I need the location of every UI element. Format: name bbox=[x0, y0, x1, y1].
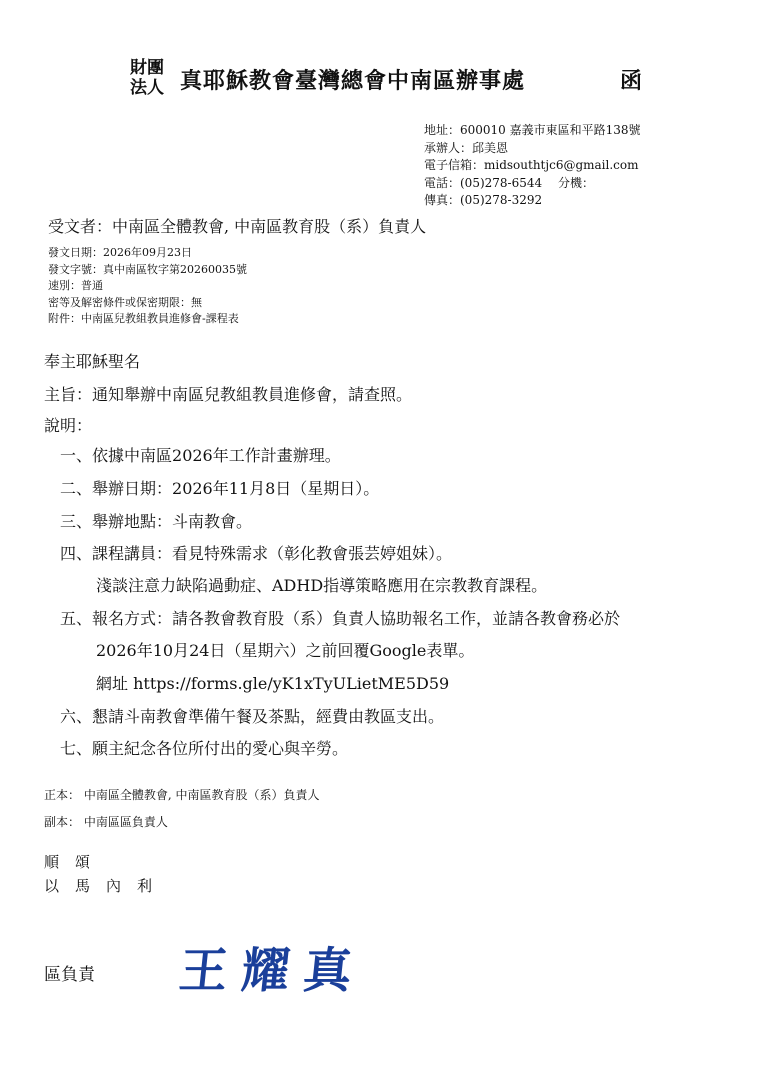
meta-secrecy: 密等及解密條件或保密期限：無 bbox=[48, 295, 202, 309]
item-number: 五、 bbox=[60, 609, 93, 628]
greeting: 奉主耶穌聖名 bbox=[44, 352, 141, 371]
item-text: 課程講員：看見特殊需求（彰化教會張芸婷姐妹）。 bbox=[92, 544, 453, 563]
meta-block bbox=[48, 245, 247, 328]
meta-date: 發文日期：2026年09月23日 bbox=[48, 246, 192, 259]
list-item bbox=[60, 736, 348, 759]
list-item bbox=[60, 606, 620, 629]
list-item bbox=[60, 476, 379, 499]
meta-speed: 速別：普通 bbox=[48, 279, 103, 292]
item-text: 報名方式：請各教會教育股（系）負責人協助報名工作，並請各教會務必於 bbox=[92, 609, 621, 628]
contact-fax: 傳真：(05)278-3292 bbox=[424, 193, 543, 207]
list-item-continuation bbox=[96, 638, 474, 661]
meta-ref-no: 發文字號：真中南區牧字第20260035號 bbox=[48, 262, 247, 276]
subject: 主旨：通知舉辦中南區兒教組教員進修會，請查照。 bbox=[44, 385, 413, 404]
item-number: 七、 bbox=[60, 739, 93, 758]
list-item-continuation bbox=[96, 671, 449, 694]
contact-phone: 電話：(05)278-6544 分機： bbox=[424, 175, 594, 190]
org-name: 真耶穌教會臺灣總會中南區辦事處 bbox=[180, 68, 526, 94]
closing-line2: 以馬內利 bbox=[44, 877, 169, 895]
list-item bbox=[60, 704, 444, 727]
closing-line1: 順頌 bbox=[44, 853, 107, 871]
list-item bbox=[60, 541, 452, 564]
item-text: 淺談注意力缺陷過動症、ADHD指導策略應用在宗教教育課程。 bbox=[96, 576, 548, 595]
contact-email: 電子信箱：midsouthtjc6@gmail.com bbox=[424, 158, 639, 172]
doc-type: 函 bbox=[620, 68, 644, 94]
item-text: 依據中南區2026年工作計畫辦理。 bbox=[92, 446, 341, 465]
org-prefix-line1: 財團 bbox=[130, 58, 164, 78]
item-text: 舉辦日期：2026年11月8日（星期日）。 bbox=[92, 479, 380, 498]
org-prefix-line2: 法人 bbox=[130, 78, 164, 98]
list-item bbox=[60, 509, 252, 532]
item-number: 三、 bbox=[60, 512, 93, 531]
item-text: 懇請斗南教會準備午餐及茶點，經費由教區支出。 bbox=[92, 707, 445, 726]
list-item bbox=[60, 443, 341, 466]
list-item-continuation bbox=[96, 573, 547, 596]
signature-label: 區負責 bbox=[44, 965, 95, 985]
meta-attachment: 附件：中南區兒教組教員進修會-課程表 bbox=[48, 312, 239, 325]
item-text: 願主紀念各位所付出的愛心與辛勞。 bbox=[92, 739, 349, 758]
item-number: 四、 bbox=[60, 544, 93, 563]
recipient: 受文者：中南區全體教會, 中南區教育股（系）負責人 bbox=[48, 217, 427, 236]
contact-block bbox=[424, 122, 641, 210]
contact-handler: 承辦人：邱美恩 bbox=[424, 140, 509, 155]
distribution-copy: 副本： 中南區區負責人 bbox=[44, 815, 168, 829]
signature-stamp: 王耀真 bbox=[176, 943, 369, 999]
item-text: 舉辦地點：斗南教會。 bbox=[92, 512, 253, 531]
item-number: 六、 bbox=[60, 707, 93, 726]
contact-address: 地址：600010 嘉義市東區和平路138號 bbox=[424, 123, 641, 137]
distribution-original: 正本： 中南區全體教會, 中南區教育股（系）負責人 bbox=[44, 788, 320, 802]
form-url[interactable]: 網址 https://forms.gle/yK1xTyULietME5D59 bbox=[96, 674, 450, 693]
item-number: 一、 bbox=[60, 446, 93, 465]
item-number: 二、 bbox=[60, 479, 93, 498]
item-text: 2026年10月24日（星期六）之前回覆Google表單。 bbox=[96, 641, 475, 660]
explanation-label: 說明： bbox=[44, 416, 93, 435]
